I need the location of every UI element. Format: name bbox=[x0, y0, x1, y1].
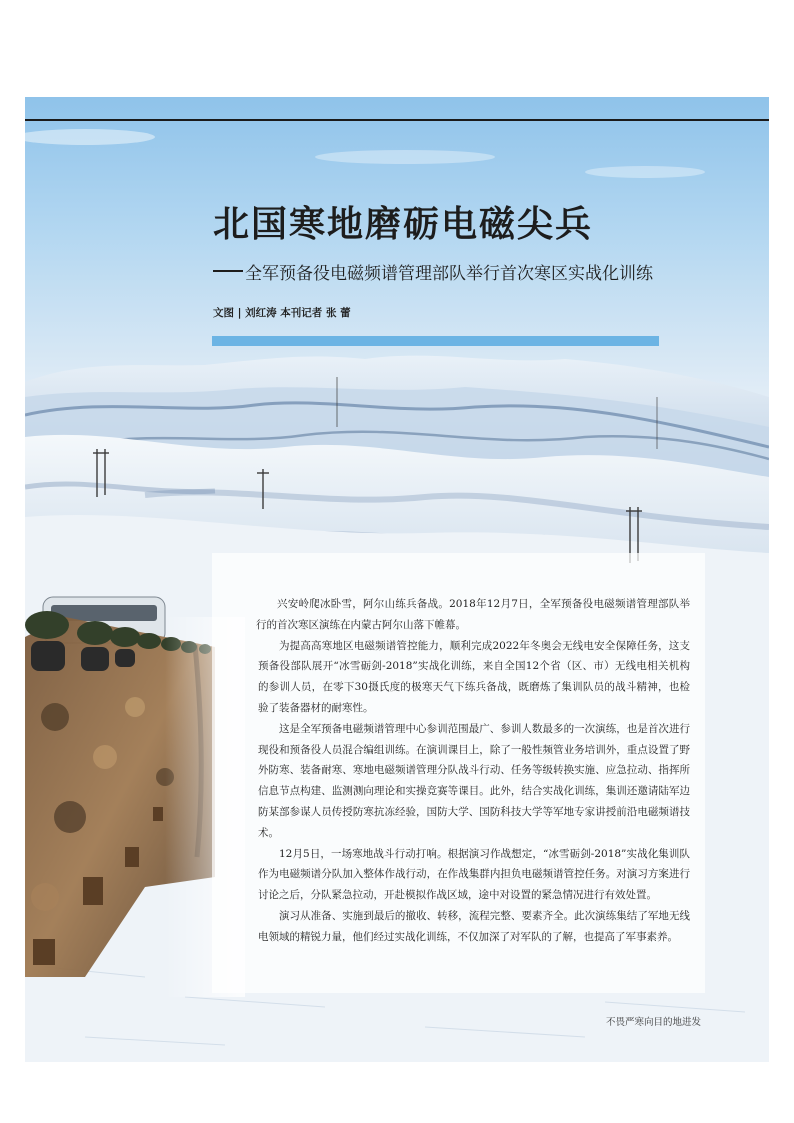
article-byline: 文图 | 刘红涛 本刊记者 张 蕾 bbox=[213, 307, 351, 319]
paragraph-5: 演习从准备、实施到最后的撤收、转移，流程完整、要素齐全。此次演练集结了军地无线电领域的精锐力量，他们经过实战化训练，不仅加深了对军队的了解，也提高了军事素养。 bbox=[258, 909, 690, 943]
article-body bbox=[258, 594, 690, 948]
header-rule bbox=[25, 119, 769, 121]
photo-caption: 不畏严寒向目的地进发 bbox=[606, 1017, 702, 1028]
paragraph-2: 为提高高寒地区电磁频谱管控能力，顺利完成2022年冬奥会无线电安全保障任务，这支预备役部队展开“冰雪砺剑-2018”实战化训练，来自全国12个省（区、市）无线电相关机构的参训人员，在零下30摄氏度的极寒天气下练兵备战，既磨炼了集训队员的战斗精神，也检验了装备器材的耐寒性。 bbox=[258, 639, 690, 714]
paragraph-3: 这是全军预备电磁频谱管理中心参训范围最广、参训人数最多的一次演练，也是首次进行现役和预备役人员混合编组训练。在演训课目上，除了一般性频管业务培训外，重点设置了野外防寒、装备耐寒、寒地电磁频谱管理分队战斗行动、任务等级转换实施、应急拉动、指挥所信息节点构建、监测测向理论和实操竞赛等课目。此外，结合实战化训练，集训还邀请陆军边防某部参谋人员传授防寒抗冻经验，国防大学、国防科技大学等军地专家讲授前沿电磁频谱技术。 bbox=[258, 722, 690, 839]
article-subtitle bbox=[227, 259, 727, 284]
article-title: 北国寒地磨砺电磁尖兵 bbox=[213, 204, 594, 245]
accent-bar bbox=[212, 336, 659, 346]
paragraph-4: 12月5日，一场寒地战斗行动打响。根据演习作战想定，“冰雪砺剑-2018”实战化集训队作为电磁频谱分队加入整体作战行动，在作战集群内担负电磁频谱管控任务。对演习方案进行讨论之后，分队紧急拉动，开赴模拟作战区域，途中对设置的紧急情况进行有效处置。 bbox=[258, 847, 690, 902]
subtitle-text: 全军预备役电磁频谱管理部队举行首次寒区实战化训练 bbox=[245, 264, 653, 284]
paragraph-1: 兴安岭爬冰卧雪，阿尔山练兵备战。2018年12月7日，全军预备役电磁频谱管理部队举行的首次寒区演练在内蒙古阿尔山落下帷幕。 bbox=[256, 598, 690, 631]
subtitle-dash bbox=[213, 270, 243, 272]
